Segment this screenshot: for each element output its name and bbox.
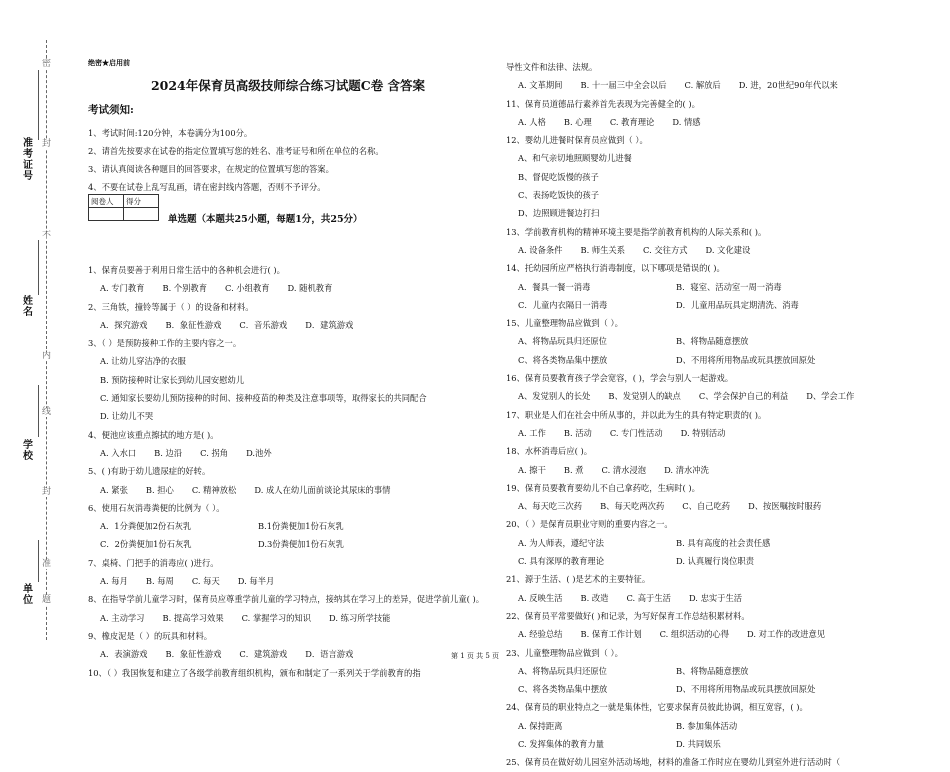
question-text: 17、职业是人们在社会中所从事的，并以此为生的具有特定职责的( )。 [506,409,767,420]
option[interactable]: C. 精神放松 [191,484,237,495]
option[interactable]: A. 设备条件 [518,244,563,255]
option[interactable]: A、将物品玩具归还原位 [518,665,607,676]
option[interactable]: A、每天吃三次药 [518,501,583,512]
option[interactable]: A. 工作 [518,427,546,438]
page-title: 2024年保育员高级技师综合练习试题C卷 含答案 [150,78,426,93]
seal-char: 内 [42,351,52,361]
option[interactable]: A．1分粪便加2份石灰乳 [100,521,192,532]
option[interactable]: A. 擦干 [518,464,546,475]
option[interactable]: A. 每月 [100,576,128,587]
option-row [88,444,508,462]
option[interactable]: A. 人格 [518,116,546,127]
seal-line [46,40,47,640]
option[interactable]: B. 预防接种时让家长到幼儿园安慰幼儿 [100,374,245,385]
option[interactable]: A. 文革期间 [518,80,563,91]
question-text: 9、橡皮泥是（ ）的玩具和材料。 [88,630,213,641]
option[interactable]: B. 提高学习效果 [162,612,224,623]
notice-item: 4、不要在试卷上乱写乱画，请在密封线内答题，否则不予评分。 [88,182,326,192]
option-row [506,241,906,259]
option[interactable]: B. 改造 [580,592,609,603]
option[interactable]: B.1份粪便加1份石灰乳 [258,521,344,532]
option[interactable]: A. 紧张 [100,484,128,495]
seal-char: 封 [42,139,52,149]
option[interactable]: C. 专门性活动 [609,427,663,438]
option[interactable]: D. 成人在幼儿面前谈论其尿床的事情 [254,484,391,495]
seal-char: 密 [42,59,52,69]
question-text: 18、水杯消毒后应( )。 [506,446,593,457]
option[interactable]: B．象征性游戏 [165,319,222,330]
option[interactable]: C. 掌握学习的知识 [241,612,312,623]
question-text: 12、婴幼儿进餐时保育员应做到（ ）。 [506,135,648,146]
option[interactable]: D、按医嘱按时服药 [748,501,822,512]
option[interactable]: A. 保持距离 [518,720,563,731]
label-name: 姓名 [23,296,33,318]
option[interactable]: B. 每周 [145,576,174,587]
option[interactable]: C．建筑游戏 [239,649,288,660]
question-text: 5、( )有助于幼儿遗尿症的好转。 [88,466,211,477]
option-row [88,316,508,334]
option[interactable]: B、将物品随意摆放 [676,665,749,676]
option[interactable]: A. 为人师表，遵纪守法 [518,537,604,548]
option-row [506,625,906,643]
seal-char: 不 [42,231,52,241]
option[interactable]: A．表演游戏 [100,649,148,660]
option-row [88,517,508,535]
option[interactable]: C. 具有深厚的教育理论 [518,556,604,567]
option-row [506,461,906,479]
option[interactable]: A. 反映生活 [518,592,563,603]
option[interactable]: B. 参加集体活动 [676,720,738,731]
option-row [506,735,906,753]
question-text: 3、（ ）是预防接种工作的主要内容之一。 [88,338,242,349]
option[interactable]: B. 活动 [563,427,592,438]
option[interactable]: B. 师生关系 [580,244,626,255]
option[interactable]: B. 担心 [145,484,174,495]
notice-item: 3、请认真阅读各种题目的回答要求，在规定的位置填写您的答案。 [88,164,334,174]
option[interactable]: C. 解放后 [684,80,721,91]
option[interactable]: C. 教育理论 [609,116,655,127]
option[interactable]: A. 入水口 [100,447,137,458]
notice-item: 2、请首先按要求在试卷的指定位置填写您的姓名、准考证号和所在单位的名称。 [88,146,384,156]
option[interactable]: B. 心理 [563,116,592,127]
option-row [88,572,508,590]
label-exam-number: 准考证号 [23,138,33,182]
seal-char: 准 [42,559,52,569]
option[interactable]: D．语言游戏 [305,649,354,660]
option[interactable]: D. 进，20世纪90年代以来 [738,80,838,91]
scorebox-score-label: 得分 [124,195,159,208]
option-row [506,717,906,735]
option[interactable]: C、将各类物品集中摆放 [518,354,608,365]
question-text: 24、保育员的职业特点之一就是集体性，它要求保育员彼此协调，相互宽容，( )。 [506,702,808,713]
option[interactable]: B、将物品随意摆放 [676,336,749,347]
question-text: 22、保育员平常要做好( )和记录，为写好保育工作总结积累材料。 [506,610,750,621]
option[interactable]: D. 文化建设 [705,244,751,255]
option[interactable]: C. 交往方式 [643,244,688,255]
option[interactable]: A、将物品玩具归还原位 [518,336,607,347]
option-row [506,296,906,314]
question-text: 23、儿童整理物品应做到（ ）。 [506,647,623,658]
notice-item: 1、考试时间:120分钟，本卷满分为100分。 [88,128,253,138]
option[interactable]: D.池外 [246,447,272,458]
option[interactable]: A. 经验总结 [518,629,563,640]
option[interactable]: C. 组织活动的心得 [659,629,730,640]
option[interactable]: D. 共同娱乐 [676,738,721,749]
option[interactable]: A．探究游戏 [100,319,148,330]
question-text: 16、保育员要教育孩子学会宽容，( )，学会与别人一起游戏。 [506,373,734,384]
option[interactable]: D. 认真履行岗位职责 [676,556,755,567]
option[interactable]: A．餐具一餐一消毒 [518,281,591,292]
option-row [88,279,508,297]
option[interactable]: B. 边沿 [154,447,183,458]
field-unit[interactable] [38,540,39,582]
option-row [506,424,906,442]
option[interactable]: C、学会保护自己的利益 [698,391,789,402]
option-row [506,552,906,570]
option-row [88,481,508,499]
option[interactable]: B. 十一届三中全会以后 [580,80,667,91]
question-text: 19、保育员要教育要幼儿不自己拿药吃，生病时( )。 [506,482,700,493]
field-exam-number[interactable] [38,70,39,140]
question-text: 7、桌椅、门把手的消毒应( )进行。 [88,557,219,568]
question-text: 2、三角铁，撞铃等属于（ ）的设备和材料。 [88,301,254,312]
option[interactable]: D. 清水冲洗 [664,464,709,475]
option-row [506,589,906,607]
question-text: 21、源于生活、( )是艺术的主要特征。 [506,574,651,585]
option[interactable]: C．音乐游戏 [239,319,288,330]
option[interactable]: D. 特别活动 [680,427,726,438]
field-school[interactable] [38,385,39,437]
question-text: 15、儿童整理物品应做到（ ）。 [506,318,623,329]
page-number: 第 1 页 共 5 页 [450,652,500,660]
score-box [88,194,159,221]
option[interactable]: D. 忠实于生活 [688,592,743,603]
option[interactable]: C. 清水浸泡 [601,464,647,475]
option-row [506,680,906,698]
question-text: 8、在指导学前儿童学习时，保育员应尊重学前儿童的学习特点，接纳其在学习上的差异，促进学前儿童( )。 [88,594,485,605]
option[interactable]: A. 让幼儿穿洁净的衣服 [100,356,186,367]
option[interactable]: D、不用将所用物品或玩具摆放回原处 [676,354,816,365]
option[interactable]: D. 对工作的改进意见 [747,629,826,640]
option[interactable]: C. 每天 [191,576,220,587]
option[interactable]: B. 具有高度的社会责任感 [676,537,771,548]
option-row [506,534,906,552]
option-row [506,351,906,369]
option[interactable]: D.3份粪便加1份石灰乳 [258,539,344,550]
option-row [88,609,508,627]
option[interactable]: C. 拐角 [200,447,229,458]
option[interactable]: C. 发挥集体的教育力量 [518,738,604,749]
binding-margin [0,0,70,671]
question-text: 4、便池应该重点擦拭的地方是( )。 [88,429,219,440]
option[interactable]: C. 通知家长要幼儿预防接种的时间、接种疫苗的种类及注意事项等，取得家长的共同配合 [100,393,427,404]
option[interactable]: A. 主动学习 [100,612,145,623]
question-text: 20、（ ）是保育员职业守则的重要内容之一。 [506,519,673,530]
option-row [506,387,906,405]
seal-char: 题 [42,595,52,605]
option[interactable]: B．寝室、活动室一周一消毒 [676,281,782,292]
option-row [88,535,508,553]
option-row [506,113,906,131]
secret-mark: 绝密★启用前 [88,58,130,67]
option[interactable]: D. 每半月 [237,576,275,587]
question-text: 11、保育员道德品行素养首先表现为完善健全的( )。 [506,98,700,109]
option[interactable]: B．象征性游戏 [165,649,222,660]
scorebox-score-cell[interactable] [124,208,159,221]
option[interactable]: B. 煮 [563,464,584,475]
label-unit: 单位 [23,584,33,606]
option[interactable]: C．2份粪便加1份石灰乳 [100,539,192,550]
option[interactable]: D．儿童用品玩具定期清洗、消毒 [676,299,799,310]
option[interactable]: B. 保育工作计划 [580,629,642,640]
option[interactable]: C、表扬吃饭快的孩子 [518,190,600,201]
scorebox-grader-cell[interactable] [89,208,124,221]
option[interactable]: C. 高于生活 [626,592,671,603]
option[interactable]: A. 专门教育 [100,283,145,294]
option[interactable]: B、每天吃两次药 [600,501,665,512]
option[interactable]: B、发觉别人的缺点 [608,391,681,402]
notice-heading: 考试须知: [88,104,134,116]
option[interactable]: C. 小组教育 [225,283,270,294]
option[interactable]: C、将各类物品集中摆放 [518,684,608,695]
option[interactable]: D、边照顾进餐边打扫 [518,208,600,219]
right-question-list [506,58,906,772]
seal-char: 线 [42,407,52,417]
left-question-list [88,261,508,682]
question-text: 13、学前教育机构的精神环境主要是指学前教育机构的人际关系和( )。 [506,226,767,237]
option[interactable]: D. 情感 [672,116,701,127]
question-text: 1、保育员要善于利用日常生活中的各种机会进行( )。 [88,265,285,275]
question-text: 25、保育员在做好幼儿园室外活动场地，材料的准备工作时应在婴幼儿到室外进行活动时（ [506,757,841,768]
option[interactable]: A、发觉别人的长处 [518,391,591,402]
option[interactable]: D. 随机教育 [287,283,333,294]
option[interactable]: C．儿童内衣隔日一消毒 [518,299,608,310]
option-row [506,76,906,94]
option[interactable]: B、督促吃饭慢的孩子 [518,171,599,182]
question-text: 6、使用石灰消毒粪便的比例为（ ）。 [88,502,225,513]
question-text: 10、（ ）我国恢复和建立了各级学前教育组织机构，颁布和制定了一系列关于学前教育的指 [88,667,421,678]
option[interactable]: D. 让幼儿不哭 [100,411,154,422]
option[interactable]: A、和气亲切地照顾婴幼儿进餐 [518,153,632,164]
section-title: 单选题（本题共25小题，每题1分，共25分） [168,214,363,225]
option-row [506,497,906,515]
question-text: 导性文件和法律、法规。 [506,62,598,72]
option[interactable]: D. 练习所学技能 [329,612,391,623]
label-school: 学校 [23,440,33,462]
option[interactable]: D．建筑游戏 [305,319,354,330]
field-name[interactable] [38,240,39,295]
option[interactable]: C、自己吃药 [682,501,731,512]
option[interactable]: D、不用将所用物品或玩具摆放回原处 [676,684,816,695]
scorebox-grader-label: 阅卷人 [89,195,124,208]
option[interactable]: D、学会工作 [806,391,855,402]
seal-char: 封 [42,487,52,497]
option[interactable]: B. 个别教育 [162,283,208,294]
option-row [506,332,906,350]
option-row [506,278,906,296]
question-text: 14、托幼园所应严格执行消毒制度，以下哪项是错误的( )。 [506,263,725,274]
